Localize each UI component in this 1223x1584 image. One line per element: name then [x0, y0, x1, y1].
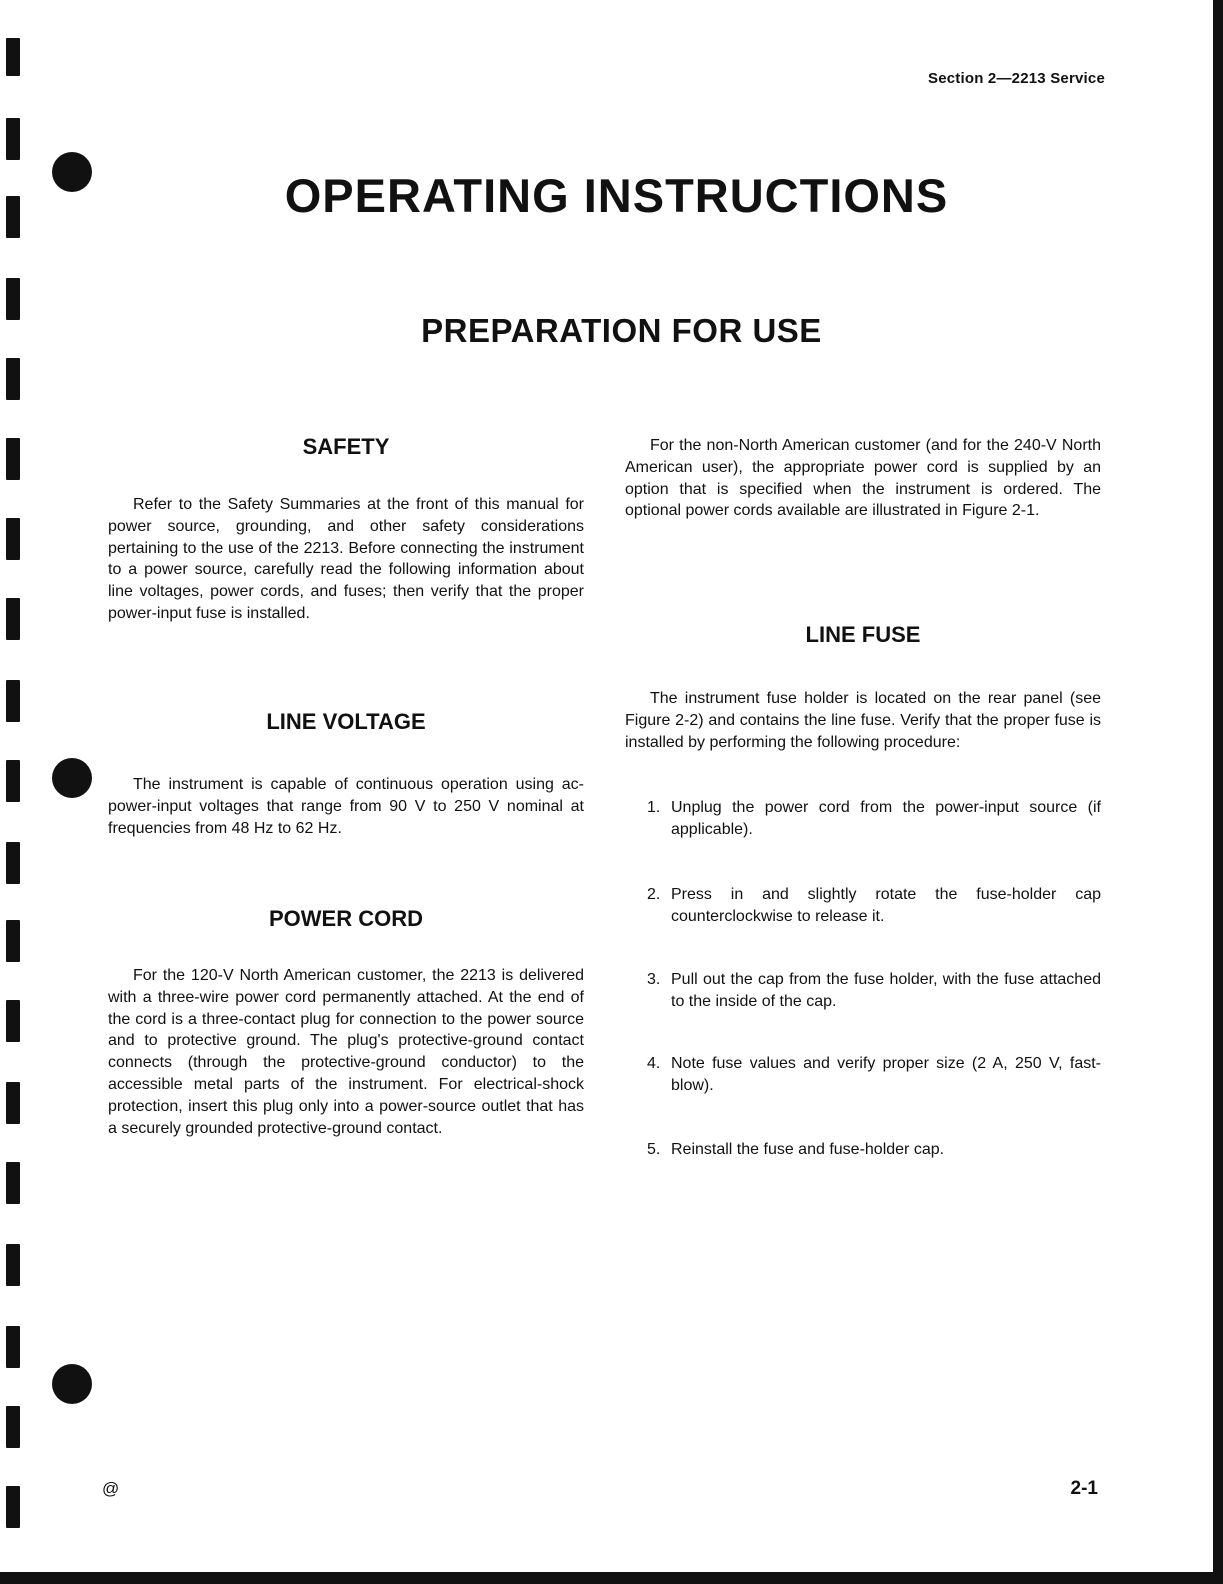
line-fuse-paragraph: The instrument fuse holder is located on the rear panel (see Figure 2-2) and contains the line fuse. Verify that the proper fuse is installed by performing the following procedure: — [625, 690, 1101, 751]
binder-mark — [6, 518, 20, 560]
safety-heading: SAFETY — [302, 434, 390, 459]
fuse-step — [647, 884, 1101, 928]
binder-mark — [6, 598, 20, 640]
step-text: Note fuse values and verify proper size (2 A, 250 V, fast-blow). — [671, 1055, 1101, 1094]
binder-mark — [6, 438, 20, 480]
binder-mark — [6, 38, 20, 76]
step-number: 2. — [647, 886, 661, 903]
step-text: Press in and slightly rotate the fuse-holder cap counterclockwise to release it. — [671, 886, 1101, 925]
step-number: 4. — [647, 1055, 661, 1072]
page-edge-right — [1213, 0, 1223, 1584]
step-number: 1. — [647, 799, 661, 816]
page-edge-bottom — [0, 1572, 1223, 1584]
binder-mark — [6, 1082, 20, 1124]
binder-mark — [6, 842, 20, 884]
fuse-step — [647, 969, 1101, 1013]
binder-mark — [6, 358, 20, 400]
binder-mark — [6, 1162, 20, 1204]
section-label: Section 2—2213 Service — [927, 70, 1105, 87]
step-text: Pull out the cap from the fuse holder, with the fuse attached to the inside of the cap. — [671, 971, 1101, 1010]
line-voltage-heading: LINE VOLTAGE — [266, 709, 426, 734]
binder-mark — [6, 1000, 20, 1042]
fuse-step — [647, 797, 1101, 841]
step-number: 3. — [647, 971, 661, 988]
page-title: OPERATING INSTRUCTIONS — [284, 169, 949, 222]
binder-mark — [6, 920, 20, 962]
safety-paragraph: Refer to the Safety Summaries at the front of this manual for power source, grounding, and other safety considerations pertaining to the use of the 2213. Before connecting the instrument to a power source, carefully read the following information about line voltages, power cords, and fuses; then verify that the proper power-input fuse is installed. — [108, 496, 584, 622]
power-cord-continued-paragraph: For the non-North American customer (and for the 240-V North American user), the appropriate power cord is supplied by an option that is specified when the instrument is ordered. The optional power cords available are illustrated in Figure 2-1. — [625, 437, 1101, 520]
binder-mark — [6, 1326, 20, 1368]
power-cord-heading: POWER CORD — [269, 906, 423, 931]
binder-mark — [6, 760, 20, 802]
power-cord-paragraph: For the 120-V North American customer, the 2213 is delivered with a three-wire power cord permanently attached. At the end of the cord is a three-contact plug for connection to the power source and to protective ground. The plug's protective-ground contact connects (through the protective-ground conductor) to the accessible metal parts of the instrument. For electrical-shock protection, insert this plug only into a power-source outlet that has a securely grounded protective-ground contact. — [108, 967, 584, 1137]
page-number: 2-1 — [1070, 1478, 1098, 1499]
fuse-step — [647, 1139, 1101, 1161]
binder-mark — [6, 680, 20, 722]
fuse-step — [647, 1053, 1101, 1097]
step-text: Unplug the power cord from the power-input source (if applicable). — [671, 799, 1101, 838]
binder-mark — [6, 118, 20, 160]
page-subtitle: PREPARATION FOR USE — [421, 312, 822, 349]
binder-mark — [6, 1244, 20, 1286]
footer-symbol: @ — [102, 1479, 120, 1498]
binder-hole — [52, 1364, 92, 1404]
line-fuse-heading: LINE FUSE — [805, 622, 921, 647]
step-number: 5. — [647, 1141, 661, 1158]
binder-mark — [6, 1486, 20, 1528]
line-voltage-paragraph: The instrument is capable of continuous operation using ac-power-input voltages that range from 90 V to 250 V nominal at frequencies from 48 Hz to 62 Hz. — [108, 776, 584, 837]
binder-hole — [52, 758, 92, 798]
step-text: Reinstall the fuse and fuse-holder cap. — [671, 1141, 945, 1158]
binder-mark — [6, 1406, 20, 1448]
